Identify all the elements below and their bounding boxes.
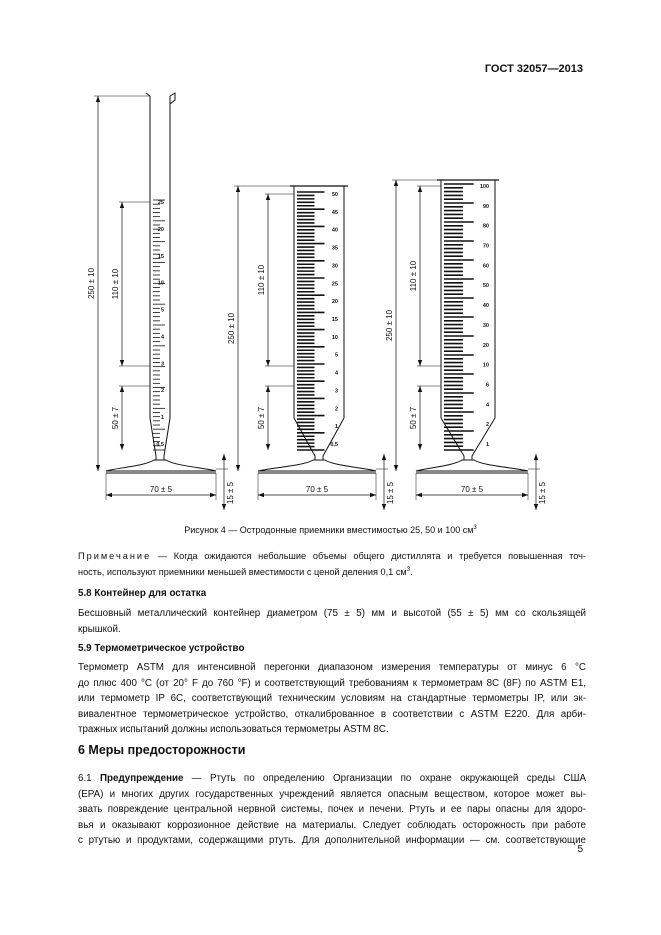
section-5-8-text [78, 606, 586, 637]
receiver-100-scale-label: 2 [485, 422, 489, 429]
receiver-50-scale-label: 3 [334, 388, 338, 395]
receiver-25-upper-dim-arrow-bottom [120, 360, 124, 366]
receiver-25-foot-text: 15 ± 5 [226, 481, 235, 505]
receiver-100-scale-label: 4 [485, 402, 489, 409]
receiver-100-scale-label: 40 [482, 303, 489, 310]
receiver-25-scale-label: 10 [157, 280, 164, 287]
section-5-8-title: 5.8 Контейнер для остатка [78, 588, 207, 599]
note [78, 549, 586, 579]
page-number: 5 [577, 844, 583, 855]
receiver-50-base-text: 70 ± 5 [305, 485, 329, 494]
receiver-25-scale-label: 15 [157, 253, 164, 260]
receiver-25-lower-dim-arrow-top [120, 386, 124, 392]
receiver-100-base-text: 70 ± 5 [460, 485, 484, 494]
caption-text: Рисунок 4 — Остродонные приемники вместимостью 25, 50 и 100 см [184, 525, 474, 535]
receiver-50-scale-label: 5 [334, 352, 338, 359]
note-label: Примечание [78, 551, 152, 561]
receiver-25-base-dim-arrow-left [106, 493, 112, 497]
receiver-100-scale-label: 6 [485, 382, 489, 389]
receiver-25-scale-label: 20 [157, 226, 164, 233]
receiver-100-foot-dim-arrow-top [534, 454, 538, 460]
document-code: ГОСТ 32057—2013 [484, 63, 583, 75]
receiver-50-lower-text: 50 ± 7 [257, 406, 266, 430]
receiver-50-scale-label: 25 [331, 281, 338, 288]
s6-line-4: вья и оказывают коррозионное действие на материалы. Следует соблюдать осторожность при работе [78, 819, 586, 831]
receiver-100-foot-text: 15 ± 5 [538, 481, 547, 505]
s6-first-rest: — Ртуть по определению Организации по охране окружающей среды США [183, 773, 586, 784]
caption-superscript: 3 [473, 525, 477, 531]
receiver-50-scale-label: 35 [331, 245, 338, 252]
receiver-25-lower-dim-arrow-bottom [120, 444, 124, 450]
s6-line-2: (EPA) и многих других государственных учреждений является опасным веществом, которое может вы- [78, 788, 586, 800]
s6-prefix: 6.1 [78, 773, 100, 784]
receiver-25-scale-label: 4 [160, 334, 164, 341]
receiver-100-lower-dim-arrow-top [418, 386, 422, 392]
receiver-25-upper-dim-arrow-top [120, 202, 124, 208]
receiver-50-foot-dim-arrow-top [382, 454, 386, 460]
receiver-25-foot-dim-arrow-top [222, 454, 226, 460]
section-5-9-text [78, 660, 586, 738]
receiver-100-scale-label: 60 [482, 263, 489, 270]
section-6-title: 6 Меры предосторожности [78, 743, 246, 757]
receiver-50-scale-label: 30 [331, 263, 338, 270]
receiver-25-scale-label: 2 [160, 388, 164, 395]
s59-line-4: вивалентное термометрическое устройство, откалиброванное в соответствии с ASTM E220. Для арби- [78, 708, 586, 720]
receiver-100-scale-label: 50 [482, 283, 489, 290]
receiver-25-scale-label: 0,5 [156, 442, 164, 448]
receiver-100-scale-label: 1 [485, 442, 489, 448]
receiver-50-scale-label: 15 [331, 317, 338, 323]
s58-line-1: Бесшовный металлический контейнер диаметром (75 ± 5) мм и высотой (55 ± 5) мм со скользящей [78, 608, 586, 619]
receiver-100-upper-dim-arrow-top [418, 186, 422, 192]
receiver-50-lower-dim-arrow-bottom [266, 444, 270, 450]
receiver-50-upper-text: 110 ± 10 [257, 264, 266, 296]
s59-line-2: до плюс 400 °С (от 20° F до 760 °F) и соответствующий требованиям к термометрам 8С (8F) по ASTM E1, [78, 677, 586, 689]
s6-line-5: с ртутью и продуктами, содержащими ртуть. Для дополнительной информации — см. соответствующие [78, 835, 586, 847]
receiver-100-height-dim-arrow-bottom [394, 465, 398, 471]
receiver-50-scale-label: 1 [334, 424, 338, 431]
receiver-100-scale-label: 90 [482, 203, 489, 210]
receiver-100-base-dim-arrow-left [416, 493, 422, 497]
receiver-50-base [258, 460, 376, 471]
note-text-b: ность, используют приемники меньшей вместимости с ценой деления 0,1 см [78, 567, 407, 578]
receiver-50-upper-dim-arrow-bottom [266, 360, 270, 366]
receiver-25-upper-text: 110 ± 10 [111, 268, 120, 300]
receiver-25-scale-label: 25 [157, 200, 164, 206]
receiver-100-base-dim-arrow-right [522, 493, 528, 497]
receiver-100-upper-dim-arrow-bottom [418, 360, 422, 366]
note-text-a: — Когда ожидаются небольшие объемы общего дистиллята и требуется повышенная точ- [151, 551, 586, 561]
s59-line-1: Термометр ASTM для интенсивной перегонки диапазоном измерения температуры от минус 6 °С [78, 662, 586, 673]
s6-line-3: звать повреждение центральной нервной системы, почек и печени. Ртуть и ее пары опасны для здоро- [78, 804, 586, 816]
figure-receivers [78, 88, 583, 518]
receivers-drawing [78, 88, 583, 518]
receiver-50-base-dim-arrow-left [258, 493, 264, 497]
s6-line-1 [78, 771, 586, 787]
figure-caption [0, 525, 661, 535]
section-6-text [78, 771, 586, 849]
receiver-100-scale-label: 10 [482, 362, 489, 369]
receiver-50-foot-text: 15 ± 5 [386, 481, 395, 505]
receiver-50-scale-label: 20 [331, 299, 338, 306]
receiver-100-scale-label: 80 [482, 223, 489, 230]
receiver-100-scale-label: 70 [482, 243, 489, 250]
receiver-25-scale-label: 1 [160, 415, 164, 422]
receiver-50-height-dim-arrow-top [236, 186, 240, 192]
receiver-50-height-dim-arrow-bottom [236, 465, 240, 471]
s59-line-3: или термометр IP 6C, соответствующий техническим условиям на стандартные термометры IP, или эк- [78, 693, 586, 705]
note-line-1 [78, 549, 586, 563]
receiver-50-scale-label: 2 [334, 406, 338, 413]
receiver-100-scale-label: 20 [482, 342, 489, 349]
s58-line-2: крышкой. [78, 623, 121, 635]
receiver-100-lower-text: 50 ± 7 [409, 406, 418, 430]
receiver-25-scale-label: 3 [160, 361, 164, 368]
note-end: . [410, 567, 413, 578]
receiver-25-height-text: 250 ± 10 [87, 267, 96, 300]
receiver-50-scale-label: 50 [331, 192, 338, 198]
receiver-100-height-text: 250 ± 10 [385, 309, 394, 342]
receiver-50-scale-label: 40 [331, 227, 338, 234]
note-line-2 [78, 563, 586, 579]
receiver-50-base-dim-arrow-right [370, 493, 376, 497]
receiver-25-height-dim-arrow-top [96, 96, 100, 102]
receiver-100-scale-label: 100 [479, 184, 489, 190]
receiver-50-upper-dim-arrow-top [266, 194, 270, 200]
receiver-25-base [106, 460, 216, 471]
receiver-100-base [416, 460, 528, 471]
receiver-100-height-dim-arrow-top [394, 180, 398, 186]
section-5-9-title: 5.9 Термометрическое устройство [78, 643, 245, 654]
s6-warning: Предупреждение [99, 773, 184, 784]
receiver-50-scale-label: 4 [334, 370, 338, 377]
receiver-100-lower-dim-arrow-bottom [418, 444, 422, 450]
receiver-25-cone [150, 418, 170, 460]
note-superscript: 3 [406, 567, 411, 573]
s59-line-5: тражных испытаний должны использоваться термометры ASTM 8C. [78, 724, 389, 736]
receiver-25-height-dim-arrow-bottom [96, 465, 100, 471]
receiver-25-scale-label: 5 [160, 307, 164, 314]
receiver-50-scale-label: 45 [331, 209, 338, 216]
receiver-100-scale-label: 30 [482, 322, 489, 329]
receiver-50-scale-label: 10 [331, 334, 338, 341]
receiver-25-base-text: 70 ± 5 [149, 485, 173, 494]
receiver-100-upper-text: 110 ± 10 [409, 260, 418, 292]
receiver-50-scale-label: 0,5 [330, 442, 338, 448]
receiver-50-lower-dim-arrow-top [266, 386, 270, 392]
receiver-25-lower-text: 50 ± 7 [111, 406, 120, 430]
receiver-25-base-dim-arrow-right [210, 493, 216, 497]
receiver-50-height-text: 250 ± 10 [227, 312, 236, 345]
